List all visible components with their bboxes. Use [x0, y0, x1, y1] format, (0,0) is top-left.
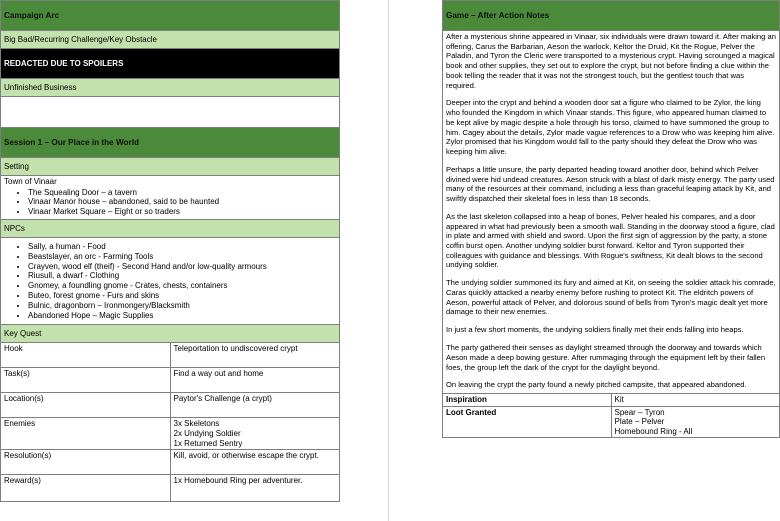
loot-label: Loot Granted: [443, 406, 612, 438]
page-divider: [388, 0, 389, 521]
notes-paragraph: After a mysterious shrine appeared in Vinaar, six individuals were drawn toward it. After making an offering, Carus the Barbarian, Aeson the warlock, Keltor the Druid, Kit the Rogue, Pelver the Paladin, and Tyron the Cleric were transported to a mysterious crypt. Having scrounged a magical book and other supplies, they set out to explore the crypt, but not before finding a clue within the book telling the reader that it was not the strongest touch, but the gentlest touch that was required.: [446, 32, 776, 90]
session-header: Session 1 – Our Place in the World: [1, 128, 340, 158]
list-item: • The Squealing Door – a tavern: [28, 188, 336, 198]
npcs-label: NPCs: [1, 219, 340, 237]
big-bad-label: Big Bad/Recurring Challenge/Key Obstacle: [1, 31, 340, 49]
list-item: • Riusull, a dwarf - Clothing: [28, 271, 336, 281]
list-item: • Sally, a human - Food: [28, 242, 336, 252]
list-item: • Abandoned Hope – Magic Supplies: [28, 311, 336, 321]
notes-paragraph: Deeper into the crypt and behind a wooden door sat a figure who claimed to be Zylor, the king who founded the Kingdom in which Vinaar stands. This figure, who appeared human claimed to be kept alive by magic despite a hole through his torso, claimed to have summoned the group to him. Cagey about the details, Zylor made vague references to a Drow who was keeping him alive. Zylor promised that his Kingdom would fall to the party should they defeat the Drow who was keeping him alive.: [446, 98, 775, 156]
loot-item: Spear – Tyron: [614, 407, 665, 417]
locations-label: Location(s): [1, 393, 171, 418]
list-item: • Vinaar Market Square – Eight or so traders: [28, 207, 336, 217]
notes-paragraph: As the last skeleton collapsed into a heap of bones, Pelver healed his compares, and a door appeared in what had previously been a smooth wall. Standing in the doorway stood a figure, clad in plate and armed with shield and sword. Upon the first sign of aggression by the party, a stone coffin burst open. Another undying soldier burst forward. Keltor and Tyron supported their colleagues with guidance and blessings. With Rogue's swiftness, Kit dealt blows to the second undying soldier.: [446, 211, 775, 270]
enemies-label: Enemies: [1, 418, 171, 450]
npc-list: [4, 242, 336, 320]
quest-table: [0, 342, 340, 502]
enemies-value: [170, 418, 340, 450]
hook-label: Hook: [1, 343, 171, 368]
setting-list: [4, 188, 336, 217]
list-item: • Bulnic, dragonborn – Ironmongery/Blacksmith: [28, 301, 336, 311]
resolutions-label: Resolution(s): [1, 450, 171, 475]
notes-header: Game – After Action Notes: [443, 1, 780, 31]
notes-table: [442, 0, 780, 394]
notes-paragraph: The undying soldier summoned its fury and aimed at Kit, on seeing the soldier attack his comrade, Caras quickly attacked a nearby enemy before rushing to protect Kit. The eldritch powers of Aeson, powerful attack of Pelver, and dolorous sound of bells from Tyron's magic dealt yet more damage to their new enemies.: [446, 278, 776, 317]
list-item: • Vinaar Manor house – abandoned, said to be haunted: [28, 197, 336, 207]
setting-cell: [1, 176, 340, 220]
loot-item: Plate – Pelver: [614, 417, 665, 427]
resolutions-value: Kill, avoid, or otherwise escape the crypt.: [170, 450, 340, 475]
setting-label: Setting: [1, 158, 340, 176]
key-quest-label: Key Quest: [1, 325, 340, 343]
hook-value: Teleportation to undiscovered crypt: [170, 343, 340, 368]
loot-value: [611, 406, 780, 438]
campaign-table: [0, 0, 340, 343]
redacted-banner: REDACTED DUE TO SPOILERS: [1, 49, 340, 79]
unfinished-business-label: Unfinished Business: [1, 79, 340, 97]
enemy-item: 1x Returned Sentry: [173, 438, 243, 448]
loot-table: [442, 393, 780, 438]
campaign-arc-header: Campaign Arc: [1, 1, 340, 31]
inspiration-value: Kit: [611, 394, 780, 407]
notes-paragraph: The party gathered their senses as daylight streamed through the doorway and towards which Aeson made a deep bowing gesture. After rummaging through the equipment left by their fallen foes, the group left the dark of the crypt for the daylight beyond.: [446, 343, 766, 372]
rewards-label: Reward(s): [1, 475, 171, 502]
list-item: • Buteo, forest gnome - Furs and skins: [28, 291, 336, 301]
list-item: • Crayven, wood elf (theif) - Second Hand and/or low-quality armours: [28, 262, 336, 272]
enemy-item: 2x Undying Soldier: [173, 428, 241, 438]
npcs-cell: [1, 237, 340, 324]
town-name: Town of Vinaar: [4, 177, 57, 186]
notes-paragraph: Perhaps a little unsure, the party departed heading toward another door, behind which Pelver divined were hid undead creatures. Aeson struck with a blast of dark misty energy. The party used many of the resources at their command, including a less than graceful leaping attack by Kit, and swiftly dispatched their skeletal foes in less than 18 seconds.: [446, 164, 775, 203]
inspiration-label: Inspiration: [443, 394, 612, 407]
tasks-value: Find a way out and home: [170, 368, 340, 393]
locations-value: Paytor's Challenge (a crypt): [170, 393, 340, 418]
unfinished-business-value: [1, 97, 340, 128]
notes-paragraph: In just a few short moments, the undying soldiers finally met their ends falling into heaps.: [446, 325, 744, 335]
list-item: • Beastslayer, an orc - Farming Tools: [28, 252, 336, 262]
list-item: • Gnomey, a foundling gnome - Crates, chests, containers: [28, 281, 336, 291]
notes-body: [443, 31, 780, 394]
loot-item: Homebound Ring - All: [614, 426, 693, 436]
right-page: [442, 0, 780, 521]
left-page: [0, 0, 340, 521]
enemy-item: 3x Skeletons: [173, 419, 220, 429]
rewards-value: 1x Homebound Ring per adventurer.: [170, 475, 340, 502]
tasks-label: Task(s): [1, 368, 171, 393]
notes-paragraph: On leaving the crypt the party found a newly pitched campsite, that appeared abandoned.: [446, 380, 747, 390]
